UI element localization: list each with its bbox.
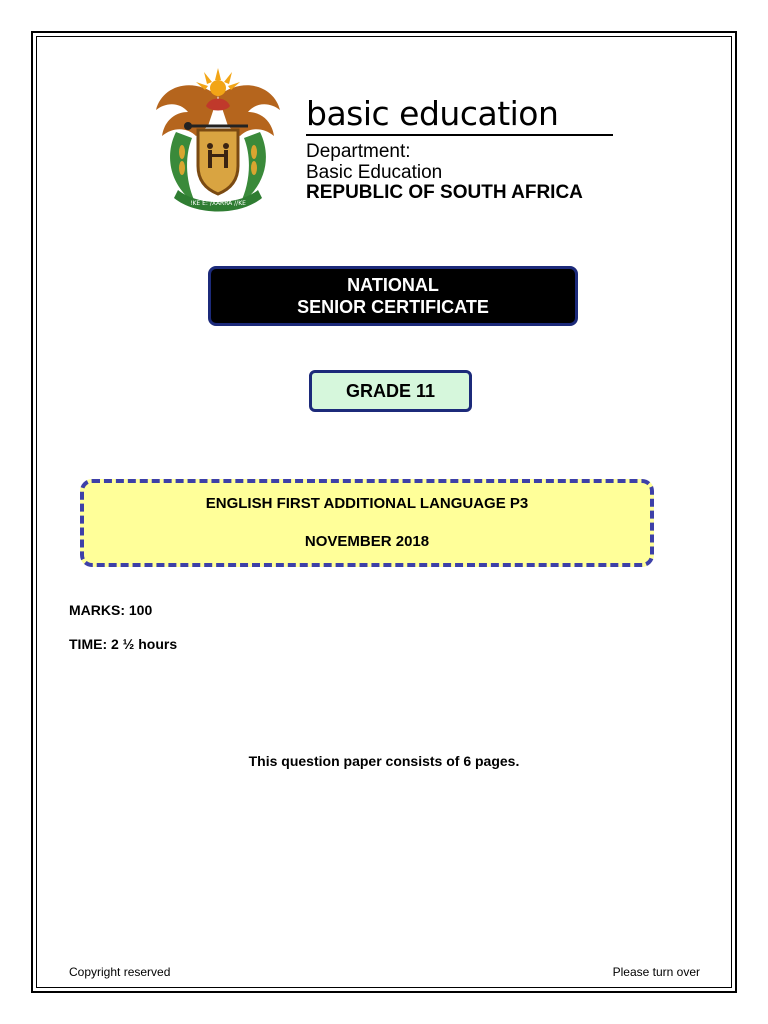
- brand-title: basic education: [306, 94, 559, 133]
- certificate-banner: [208, 266, 578, 326]
- coat-of-arms-icon: [152, 66, 284, 218]
- country-name: REPUBLIC OF SOUTH AFRICA: [306, 182, 583, 203]
- subject-panel: [80, 479, 654, 567]
- turn-over-footer: Please turn over: [612, 965, 700, 979]
- crest-motto: !KE E: /XARRA //KE: [190, 200, 246, 207]
- certificate-line-2: SENIOR CERTIFICATE: [297, 297, 489, 317]
- department-name: Basic Education: [306, 162, 443, 183]
- copyright-footer: Copyright reserved: [69, 965, 171, 979]
- certificate-line-1: NATIONAL: [347, 275, 439, 295]
- time-info: TIME: 2 ½ hours: [69, 636, 178, 652]
- page-count-note: This question paper consists of 6 pages.: [248, 753, 520, 769]
- department-label: Department:: [306, 141, 411, 162]
- brand-divider: [306, 134, 613, 136]
- exam-session: NOVEMBER 2018: [304, 533, 430, 550]
- marks-info: MARKS: 100: [69, 602, 153, 618]
- grade-badge: GRADE 11: [309, 370, 472, 412]
- subject-title: ENGLISH FIRST ADDITIONAL LANGUAGE P3: [205, 495, 529, 512]
